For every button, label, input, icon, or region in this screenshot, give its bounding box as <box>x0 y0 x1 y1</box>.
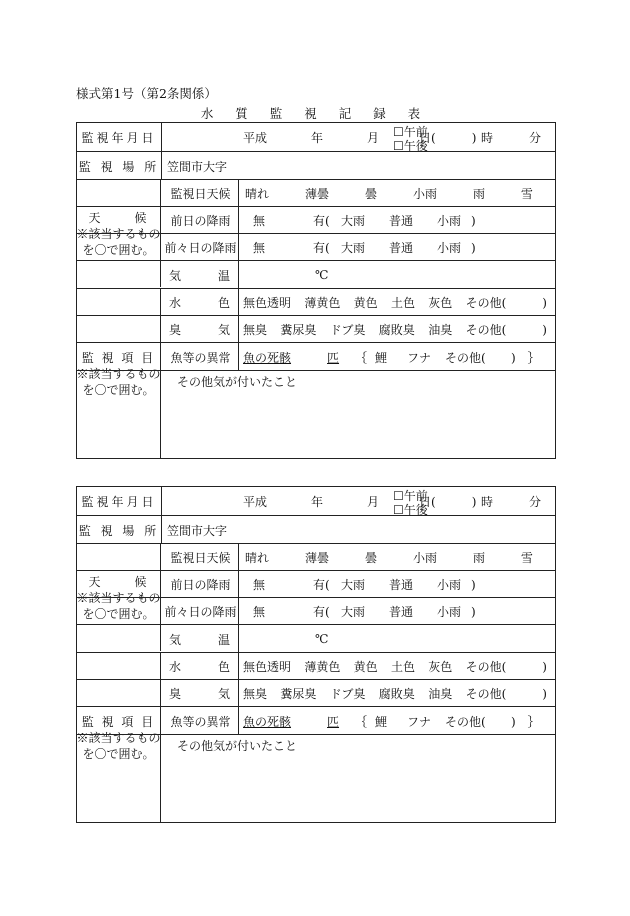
day-text: 日( ) <box>419 494 477 509</box>
rain-heavy[interactable]: 大雨 <box>341 605 366 619</box>
weather-option[interactable]: 雨 <box>472 551 485 565</box>
rain-yes[interactable]: 有( <box>313 214 330 228</box>
weather-option[interactable]: 雨 <box>472 187 485 201</box>
date-value[interactable] <box>243 487 476 515</box>
rain-yes[interactable]: 有( <box>313 605 330 619</box>
temp-label-char-1: 気 <box>169 632 182 647</box>
form-title: 水 質 監 視 記 録 表 <box>200 106 430 121</box>
rain-close: ) <box>471 240 476 255</box>
era-text: 平成 <box>243 130 268 145</box>
weather-option[interactable]: 曇 <box>364 187 377 201</box>
color-option[interactable]: 灰色 <box>428 660 453 674</box>
color-option[interactable]: 薄黄色 <box>304 660 341 674</box>
day-text: 日( ) <box>419 130 477 145</box>
rain-prev2-row <box>77 597 555 625</box>
rain-prev-options[interactable] <box>239 571 555 598</box>
am-pm-choice[interactable] <box>393 125 428 153</box>
month-text: 月 <box>367 130 380 145</box>
temp-value[interactable] <box>239 625 555 653</box>
weather-today-row <box>77 179 555 207</box>
rain-normal[interactable]: 普通 <box>389 214 414 228</box>
temp-label-char-2: 温 <box>217 268 230 283</box>
odor-option[interactable]: ドブ臭 <box>329 687 366 701</box>
rain-light[interactable]: 小雨 <box>437 241 462 255</box>
weather-group-char-2: 候 <box>134 210 149 225</box>
fish-dead-text: 魚の死骸 <box>243 350 292 365</box>
items-note-2: を〇で囲む。 <box>82 382 155 397</box>
fish-funa[interactable]: フナ <box>407 714 432 729</box>
fish-row <box>77 342 555 371</box>
rain-prev-options[interactable] <box>239 207 555 234</box>
odor-option[interactable]: 油臭 <box>428 323 453 337</box>
place-row <box>77 151 555 180</box>
rain-close: ) <box>471 213 476 228</box>
odor-options[interactable] <box>239 316 555 343</box>
odor-option[interactable]: 糞尿臭 <box>280 687 317 701</box>
am-checkbox[interactable]: ☐午前 <box>393 489 428 503</box>
notes-area[interactable] <box>161 735 555 823</box>
fish-count-unit: 匹 <box>327 350 340 365</box>
temp-row <box>77 260 555 289</box>
odor-label <box>161 316 239 343</box>
fish-brace-close: ) ｝ <box>511 350 540 365</box>
water-color-char-2: 色 <box>217 296 230 310</box>
water-color-label <box>161 289 239 316</box>
color-option[interactable]: その他( ) <box>465 296 547 310</box>
weather-option[interactable]: 小雨 <box>412 551 437 565</box>
weather-option[interactable]: 雪 <box>520 551 533 565</box>
rain-prev2-options[interactable] <box>239 234 555 261</box>
fish-options[interactable] <box>239 343 555 371</box>
color-option[interactable]: 薄黄色 <box>304 296 341 310</box>
rain-prev2-label: 前々日の降雨 <box>161 598 239 625</box>
odor-option[interactable]: その他( ) <box>465 323 547 337</box>
hour-text: 時 <box>481 130 494 145</box>
fish-carp[interactable]: 鯉 <box>375 714 388 729</box>
odor-char-1: 臭 <box>169 687 182 701</box>
place-value[interactable]: 笠間市大字 <box>167 159 228 174</box>
rain-heavy[interactable]: 大雨 <box>341 241 366 255</box>
rain-prev-row <box>77 206 555 234</box>
color-option[interactable]: 土色 <box>390 660 415 674</box>
date-label: 監視年月日 <box>77 123 162 151</box>
weather-option[interactable]: 曇 <box>364 551 377 565</box>
fish-dead-count[interactable] <box>243 343 339 371</box>
odor-char-1: 臭 <box>169 323 182 337</box>
water-color-row <box>77 288 555 316</box>
rain-prev-label: 前日の降雨 <box>161 207 239 234</box>
record-block-2 <box>76 486 556 823</box>
water-color-char-2: 色 <box>217 660 230 674</box>
date-row <box>77 487 555 515</box>
fish-count-unit: 匹 <box>327 714 340 729</box>
am-pm-choice[interactable] <box>393 489 428 517</box>
place-label: 監 視 場 所 <box>77 152 162 180</box>
rain-prev2-row <box>77 233 555 261</box>
year-text: 年 <box>311 130 324 145</box>
odor-row <box>77 679 555 707</box>
weather-today-label: 監視日天候 <box>161 180 239 207</box>
weather-option[interactable]: 小雨 <box>412 187 437 201</box>
place-row <box>77 515 555 544</box>
items-note-2: を〇で囲む。 <box>82 746 155 761</box>
temp-label <box>161 261 239 289</box>
water-color-label <box>161 653 239 680</box>
items-group-title: 監 視 項 目 <box>81 714 156 729</box>
odor-option[interactable]: 油臭 <box>428 687 453 701</box>
era-text: 平成 <box>243 494 268 509</box>
weather-group-char-2: 候 <box>134 574 149 589</box>
temp-row <box>77 624 555 653</box>
temp-label-char-2: 温 <box>217 632 230 647</box>
hour-text: 時 <box>481 494 494 509</box>
odor-option[interactable]: 糞尿臭 <box>280 323 317 337</box>
fish-label: 魚等の異常 <box>161 707 239 735</box>
items-note-1: ※該当するもの <box>76 730 161 745</box>
rain-light[interactable]: 小雨 <box>437 214 462 228</box>
fish-dead-count[interactable] <box>243 707 339 735</box>
rain-prev-row <box>77 570 555 598</box>
pm-checkbox[interactable]: ☐午後 <box>393 503 428 517</box>
rain-normal[interactable]: 普通 <box>389 605 414 619</box>
rain-yes[interactable]: 有( <box>313 241 330 255</box>
odor-option[interactable]: 腐敗臭 <box>378 323 415 337</box>
weather-group-char-1: 天 <box>88 210 103 225</box>
month-text: 月 <box>367 494 380 509</box>
rain-light[interactable]: 小雨 <box>437 578 462 592</box>
rain-yes[interactable]: 有( <box>313 578 330 592</box>
date-row <box>77 123 555 151</box>
place-value[interactable]: 笠間市大字 <box>167 523 228 538</box>
fish-other[interactable]: その他( <box>445 350 486 365</box>
pm-checkbox[interactable]: ☐午後 <box>393 139 428 153</box>
place-label: 監 視 場 所 <box>77 516 162 544</box>
odor-options[interactable] <box>239 680 555 707</box>
odor-option[interactable]: 無臭 <box>243 687 268 701</box>
rain-heavy[interactable]: 大雨 <box>341 578 366 592</box>
odor-option[interactable]: 無臭 <box>243 323 268 337</box>
rain-heavy[interactable]: 大雨 <box>341 214 366 228</box>
rain-none[interactable]: 無 <box>253 605 266 619</box>
rain-close: ) <box>471 577 476 592</box>
weather-note-1: ※該当するもの <box>76 590 161 605</box>
items-note-1: ※該当するもの <box>76 366 161 381</box>
weather-option[interactable]: 雪 <box>520 187 533 201</box>
temp-label-char-1: 気 <box>169 268 182 283</box>
weather-note-2: を〇で囲む。 <box>82 242 155 257</box>
weather-group-char-1: 天 <box>88 574 103 589</box>
am-checkbox[interactable]: ☐午前 <box>393 125 428 139</box>
weather-option[interactable]: 晴れ <box>245 551 270 565</box>
fish-carp[interactable]: 鯉 <box>375 350 388 365</box>
temp-unit: ℃ <box>315 268 329 282</box>
rain-prev2-options[interactable] <box>239 598 555 625</box>
water-color-options[interactable] <box>239 653 555 680</box>
color-option[interactable]: 黄色 <box>353 660 378 674</box>
weather-options[interactable] <box>239 544 555 571</box>
water-color-char-1: 水 <box>169 660 182 674</box>
minute-text: 分 <box>529 494 542 509</box>
odor-option[interactable]: その他( ) <box>465 687 547 701</box>
fish-row <box>77 706 555 735</box>
temp-value[interactable] <box>239 261 555 289</box>
rain-none[interactable]: 無 <box>253 241 266 255</box>
notes-row <box>77 370 555 459</box>
water-color-row <box>77 652 555 680</box>
color-option[interactable]: その他( ) <box>465 660 547 674</box>
color-option[interactable]: 黄色 <box>353 296 378 310</box>
fish-other[interactable]: その他( <box>445 714 486 729</box>
date-value[interactable] <box>243 123 476 151</box>
fish-brace-open: ｛ <box>355 714 368 729</box>
notes-label: その他気が付いたこと <box>177 375 298 389</box>
weather-options[interactable] <box>239 180 555 207</box>
weather-note-2: を〇で囲む。 <box>82 606 155 621</box>
record-block-1 <box>76 122 556 459</box>
rain-none[interactable]: 無 <box>253 214 266 228</box>
weather-option[interactable]: 晴れ <box>245 187 270 201</box>
notes-label: その他気が付いたこと <box>177 739 298 753</box>
minute-text: 分 <box>529 130 542 145</box>
weather-today-row <box>77 543 555 571</box>
rain-prev2-label: 前々日の降雨 <box>161 234 239 261</box>
fish-dead-text: 魚の死骸 <box>243 714 292 729</box>
temp-unit: ℃ <box>315 632 329 646</box>
odor-char-2: 気 <box>217 323 230 337</box>
fish-funa[interactable]: フナ <box>407 350 432 365</box>
color-option[interactable]: 無色透明 <box>243 660 292 674</box>
notes-area[interactable] <box>161 371 555 459</box>
fish-label: 魚等の異常 <box>161 343 239 371</box>
odor-option[interactable]: 腐敗臭 <box>378 687 415 701</box>
year-text: 年 <box>311 494 324 509</box>
rain-normal[interactable]: 普通 <box>389 578 414 592</box>
fish-brace-close: ) ｝ <box>511 714 540 729</box>
color-option[interactable]: 無色透明 <box>243 296 292 310</box>
odor-label <box>161 680 239 707</box>
water-color-char-1: 水 <box>169 296 182 310</box>
weather-today-label: 監視日天候 <box>161 544 239 571</box>
date-label: 監視年月日 <box>77 487 162 515</box>
fish-options[interactable] <box>239 707 555 735</box>
rain-normal[interactable]: 普通 <box>389 241 414 255</box>
items-group-title: 監 視 項 目 <box>81 350 156 365</box>
rain-close: ) <box>471 604 476 619</box>
rain-prev-label: 前日の降雨 <box>161 571 239 598</box>
odor-char-2: 気 <box>217 687 230 701</box>
form-number: 様式第1号（第2条関係） <box>76 86 217 101</box>
odor-option[interactable]: ドブ臭 <box>329 323 366 337</box>
color-option[interactable]: 土色 <box>390 296 415 310</box>
odor-row <box>77 315 555 343</box>
weather-option[interactable]: 薄曇 <box>304 551 329 565</box>
temp-label <box>161 625 239 653</box>
notes-row <box>77 734 555 823</box>
color-option[interactable]: 灰色 <box>428 296 453 310</box>
weather-option[interactable]: 薄曇 <box>304 187 329 201</box>
weather-note-1: ※該当するもの <box>76 226 161 241</box>
rain-none[interactable]: 無 <box>253 578 266 592</box>
water-color-options[interactable] <box>239 289 555 316</box>
fish-brace-open: ｛ <box>355 350 368 365</box>
rain-light[interactable]: 小雨 <box>437 605 462 619</box>
